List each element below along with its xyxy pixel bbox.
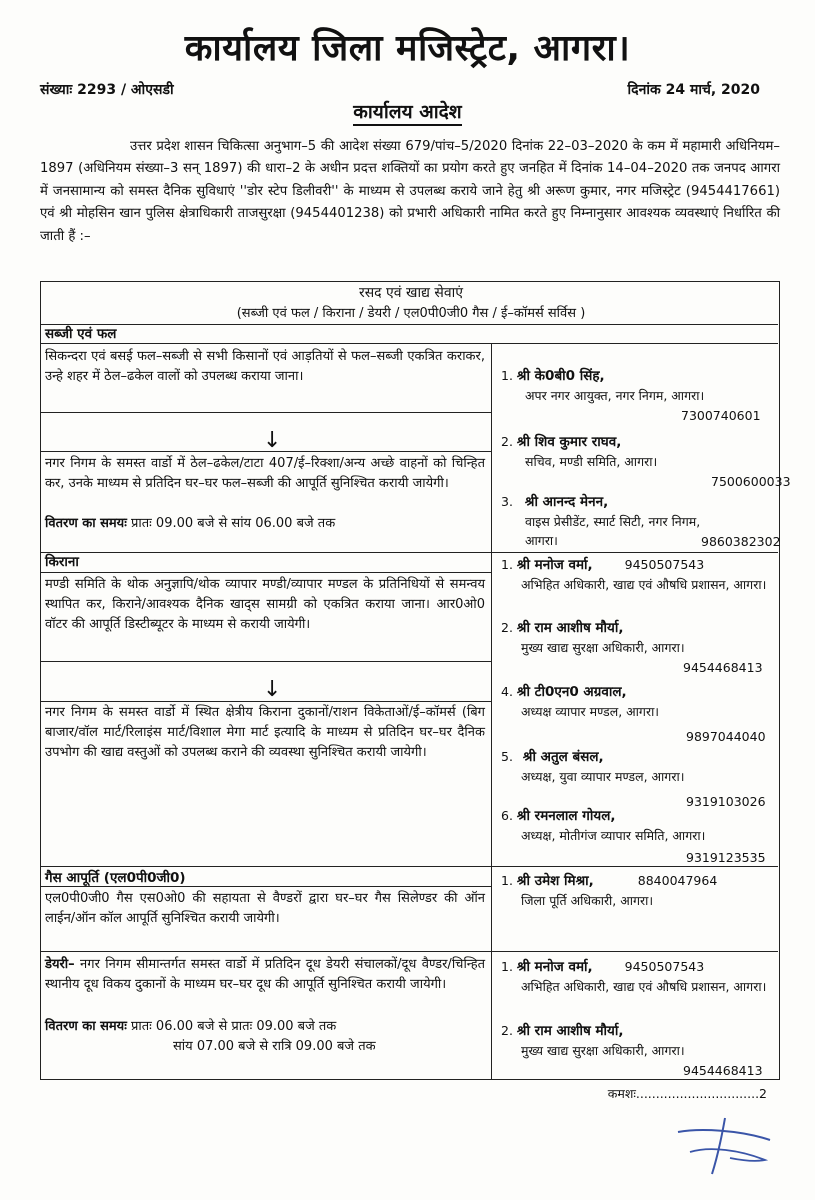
officer-phone: 7500600033 xyxy=(711,474,791,489)
grocery-officer-1: 1. श्री मनोज वर्मा, 9450507543 अभिहित अधिकारी, खाद्य एवं औषधि प्रशासन, आगरा। xyxy=(501,555,773,594)
grocery-text-2: नगर निगम के समस्त वार्डो में स्थित क्षेत्रीय किराना दुकानों/राशन विकेताओं/ई–कॉमर्स (बिग बाजार/वॉल मार्ट/रिलाइंस मार्ट/विशाल मेगा मार्ट इत्यादि के माध्यम से प्रतिदिन घर–घर दैनिक उपभोग की खाद्य वस्तुओं को उपलब्ध कराने की व्यवस्था सुनिश्चित करायी जायेगी। xyxy=(45,705,485,760)
officer-designation: अभिहित अधिकारी, खाद्य एवं औषधि प्रशासन, आगरा। xyxy=(521,577,767,592)
veg-time-text: प्रातः 09.00 बजे से सांय 06.00 बजे तक xyxy=(131,516,336,531)
officer-designation: अभिहित अधिकारी, खाद्य एवं औषधि प्रशासन, आगरा। xyxy=(521,979,767,994)
dairy-time-text-1: प्रातः 06.00 बजे से प्रातः 09.00 बजे तक xyxy=(131,1019,337,1034)
officer-name: श्री अतुल बंसल, xyxy=(522,749,604,765)
veg-officer-2: 2. श्री शिव कुमार राघव, सचिव, मण्डी समिति, आगरा। 7500600033 xyxy=(501,434,791,489)
veg-text-2: नगर निगम के समस्त वार्डो में ठेल–ढकेल/टाटा 407/ई–रिक्शा/अन्य अच्छे वाहनों को चिन्हित कर, उनके माध्यम से प्रतिदिन घर–घर फल–सब्जी की आपूर्ति सुनिश्चित करायी जायेगी। xyxy=(45,456,485,491)
section-label-grocery: किराना xyxy=(45,554,79,570)
officer-name: श्री के0बी0 सिंह, xyxy=(516,368,605,384)
dairy-time xyxy=(45,1017,485,1037)
veg-officer-1: 1. श्री के0बी0 सिंह, अपर नगर आयुक्त, नगर निगम, आगरा। 7300740601 xyxy=(501,368,761,423)
officer-name: श्री राम आशीष मौर्या, xyxy=(516,1023,624,1039)
officer-name: श्री शिव कुमार राघव, xyxy=(516,434,622,450)
officer-designation: अपर नगर आयुक्त, नगर निगम, आगरा। xyxy=(525,388,705,403)
table-subtitle: (सब्जी एवं फल / किराना / डेयरी / एल0पी0जी0 गैस / ई–कॉमर्स सर्विस ) xyxy=(236,306,586,321)
signature xyxy=(670,1110,780,1180)
divider xyxy=(41,886,491,887)
grocery-officer-4: 4. श्री टी0एन0 अग्रवाल, अध्यक्ष व्यापार मण्डल, आगरा। 9897044040 xyxy=(501,684,766,744)
officer-phone: 9319123535 xyxy=(686,850,766,865)
gas-officer-1: 1. श्री उमेश मिश्रा, 8840047964 जिला पूर्ति अधिकारी, आगरा। xyxy=(501,873,718,908)
continuation-note: कमशः...............................2 xyxy=(607,1086,767,1101)
officer-phone: 9454468413 xyxy=(683,1063,763,1078)
veg-time xyxy=(45,514,485,534)
section-label-dairy: डेयरी– xyxy=(45,957,75,972)
grocery-officer-6: 6. श्री रमनलाल गोयल, अध्यक्ष, मोतीगंज व्यापार समिति, आगरा। 9319123535 xyxy=(501,808,766,865)
grocery-officer-2: 2. श्री राम आशीष मौर्या, मुख्य खाद्य सुरक्षा अधिकारी, आगरा। 9454468413 xyxy=(501,620,763,675)
dairy-time-text-2: सांय 07.00 बजे से रात्रि 09.00 बजे तक xyxy=(173,1039,376,1054)
order-date: दिनांक 24 मार्च, 2020 xyxy=(627,82,760,98)
veg-text-1: सिकन्दरा एवं बसई फल–सब्जी से सभी किसानों एवं आड़तियों से फल–सब्जी एकत्रित कराकर, उन्हे शहर में ठेल–ढकेल वालों को उपलब्ध कराया जाना। xyxy=(45,349,485,384)
divider xyxy=(41,412,491,413)
officer-designation: अध्यक्ष, युवा व्यापार मण्डल, आगरा। xyxy=(521,769,685,784)
officer-designation: अध्यक्ष व्यापार मण्डल, आगरा। xyxy=(521,704,660,719)
officer-phone: 9319103026 xyxy=(686,794,766,809)
officer-phone: 9450507543 xyxy=(624,557,705,572)
officer-name: श्री आनन्द मेनन, xyxy=(524,494,609,510)
divider xyxy=(41,324,778,325)
table-title: रसद एवं खाद्य सेवाएं xyxy=(358,285,463,301)
arrow-down-icon: ↓ xyxy=(263,428,282,453)
veg-officer-3: 3. श्री आनन्द मेनन, वाइस प्रेसीडेंट, स्मार्ट सिटी, नगर निगम, आगरा। 9860382302 xyxy=(501,494,781,549)
dairy-officer-2: 2. श्री राम आशीष मौर्या, मुख्य खाद्य सुरक्षा अधिकारी, आगरा। 9454468413 xyxy=(501,1023,763,1078)
officer-designation: मुख्य खाद्य सुरक्षा अधिकारी, आगरा। xyxy=(521,640,685,655)
officer-name: श्री टी0एन0 अग्रवाल, xyxy=(516,684,627,700)
officer-name: श्री राम आशीष मौर्या, xyxy=(516,620,624,636)
officer-phone: 7300740601 xyxy=(681,408,761,423)
officer-phone: 9897044040 xyxy=(686,729,766,744)
officer-name: श्री मनोज वर्मा, xyxy=(516,557,593,573)
officer-designation: सचिव, मण्डी समिति, आगरा। xyxy=(525,454,658,469)
officer-phone: 9450507543 xyxy=(624,959,705,974)
section-label-gas: गैस आपूर्ति (एल0पी0जी0) xyxy=(45,870,186,886)
services-table xyxy=(40,281,791,1080)
veg-time-label: वितरण का समयः xyxy=(45,516,127,531)
officer-name: श्री मनोज वर्मा, xyxy=(516,959,593,975)
office-title: कार्यालय जिला मजिस्ट्रेट, आगरा। xyxy=(184,28,631,69)
section-label-veg: सब्जी एवं फल xyxy=(45,326,117,342)
officer-name: श्री उमेश मिश्रा, xyxy=(516,873,594,889)
officer-phone: 8840047964 xyxy=(637,873,718,888)
divider xyxy=(41,951,778,952)
grocery-text-1: मण्डी समिति के थोक अनुज्ञापि/थोक व्यापार मण्डी/व्यापार मण्डल के प्रतिनिधियों से समन्वय स्थापित कर, किराने/आवश्यक दैनिक खाद्स सामग्री को एकत्रित कराया जाना। आर0ओ0 वॉटर की आपूर्ति डिस्टीब्यूटर के माध्यम से करायी जायेगी। xyxy=(45,577,485,632)
gas-text: एल0पी0जी0 गैस एस0ओ0 की सहायता से वैण्डरों द्वारा घर–घर गैस सिलेण्डर की ऑन लाईन/ऑन कॉल आपूर्ति सुनिश्चित करायी जायेगी। xyxy=(45,891,485,926)
officer-phone: 9454468413 xyxy=(683,660,763,675)
dairy-time-label: वितरण का समयः xyxy=(45,1019,127,1034)
officer-phone: 9860382302 xyxy=(701,534,781,549)
divider xyxy=(41,866,778,867)
officer-name: श्री रमनलाल गोयल, xyxy=(516,808,616,824)
intro-paragraph: उत्तर प्रदेश शासन चिकित्सा अनुभाग–5 की आदेश संख्या 679/पांच–5/2020 दिनांक 22–03–2020 के कम में महामारी अधिनियम–1897 (अधिनियम संख्या–3 सन् 1897) की धारा–2 के अधीन प्रदत्त शक्तियों का प्रयोग करते हुए जनहित में दिनांक 14–04–2020 तक जनपद आगरा में जनसामान्य को समस्त दैनिक सुविधाएं ''डोर स्टेप डिलीवरी'' के माध्यम से उपलब्ध कराये जाने हेतु श्री अरूण कुमार, नगर मजिस्ट्रेट (9454417661) एवं श्री मोहसिन खान पुलिस क्षेत्राधिकारी ताजसुरक्षा (9454401238) को प्रभारी अधिकारी नामित करते हुए निम्नानुसार आवश्यक व्यवस्थाएं निर्धारित की जाती हैं :– xyxy=(40,139,780,244)
order-title: कार्यालय आदेश xyxy=(0,98,815,124)
dairy-text: डेयरी– नगर निगम सीमान्तर्गत समस्त वार्डो में प्रतिदिन दूध डेयरी संचालकों/दूध वैण्डर/चिन्हित स्थानीय दूध विकय दुकानों के माध्यम घर–घर दूध की आपूर्ति सुनिश्चित करायी जायेगी। xyxy=(45,957,486,992)
divider xyxy=(41,343,778,344)
officer-designation: जिला पूर्ति अधिकारी, आगरा। xyxy=(521,893,654,908)
reference-number: संख्याः 2293 / ओएसडी xyxy=(40,82,174,98)
divider xyxy=(41,661,491,662)
dairy-officer-1: 1. श्री मनोज वर्मा, 9450507543 अभिहित अधिकारी, खाद्य एवं औषधि प्रशासन, आगरा। xyxy=(501,957,773,996)
grocery-officer-5: 5. श्री अतुल बंसल, अध्यक्ष, युवा व्यापार मण्डल, आगरा। 9319103026 xyxy=(501,749,766,809)
officer-designation: अध्यक्ष, मोतीगंज व्यापार समिति, आगरा। xyxy=(521,828,706,843)
arrow-down-icon: ↓ xyxy=(263,677,282,702)
column-divider xyxy=(491,343,492,1079)
divider xyxy=(41,552,778,553)
officer-designation: मुख्य खाद्य सुरक्षा अधिकारी, आगरा। xyxy=(521,1043,685,1058)
divider xyxy=(41,572,491,573)
officer-designation: वाइस प्रेसीडेंट, स्मार्ट सिटी, नगर निगम, आगरा। xyxy=(525,514,701,548)
